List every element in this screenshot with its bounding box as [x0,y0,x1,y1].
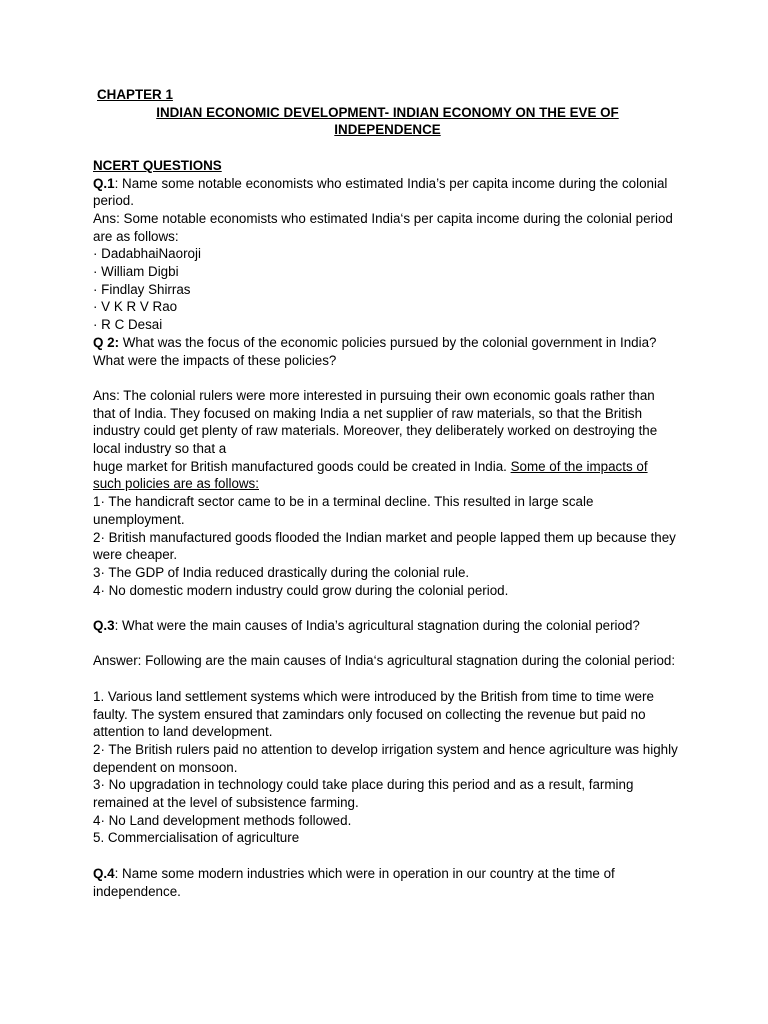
list-item: · DadabhaiNaoroji [93,246,201,262]
list-item: · R C Desai [93,317,163,333]
question-text: : What were the main causes of India’s agricultural stagnation during the colonial period? [114,618,640,634]
list-item: 3· No upgradation in technology could take place during this period and as a result, farming remained at the level of subsistence farming. [93,777,634,811]
spacer [93,670,678,688]
question-label: Q.1 [93,175,115,191]
list-item: · William Digbi [93,264,179,280]
spacer [93,635,678,653]
spacer [93,599,678,617]
list-item: 2· The British rulers paid no attention to develop irrigation system and hence agriculture was highly dependent on monsoon. [93,741,678,775]
question-3 [93,617,678,635]
list-item: 4· No domestic modern industry could grow during the colonial period. [93,582,509,598]
section-heading: NCERT QUESTIONS [93,157,222,173]
list-item: · V K R V Rao [93,299,178,315]
answer-underlined-text: Some of the impacts of such policies are as follows: [93,458,648,492]
answer-text: huge market for British manufactured goods could be created in India. [93,458,511,474]
document-page [93,86,678,900]
list-item: 3· The GDP of India reduced drastically during the colonial rule. [93,564,470,580]
question-text: : Name some modern industries which were in operation in our country at the time of independence. [93,865,615,899]
spacer [93,369,678,387]
list-item: 1· The handicraft sector came to be in a terminal decline. This resulted in large scale unemployment. [93,494,594,527]
question-text: What was the focus of the economic policies pursued by the colonial government in India? What were the impacts of these policies? [93,334,657,368]
question-4 [93,865,678,900]
question-label: Q.4 [93,865,115,881]
answer-2-tail [93,458,678,493]
chapter-heading: CHAPTER 1 [97,87,173,102]
answer-2: Ans: The colonial rulers were more interested in pursuing their own economic goals rather than that of India. They focused on making India a net supplier of raw materials, so that the British industry could get plenty of raw materials. Moreover, they deliberately worked on destroying the local industry so that a [93,387,658,457]
chapter-title: INDIAN ECONOMIC DEVELOPMENT- INDIAN ECONOMY ON THE EVE OF INDEPENDENCE [156,104,619,138]
list-item: 5. Commercialisation of agriculture [93,830,300,846]
list-item: · Findlay Shirras [93,281,191,297]
list-item: 4· No Land development methods followed. [93,812,352,828]
question-1 [93,175,678,210]
question-label: Q.3 [93,618,115,634]
answer-1: Ans: Some notable economists who estimated India‘s per capita income during the colonial period are as follows: [93,210,673,244]
question-text: : Name some notable economists who estimated India’s per capita income during the colonial period. [93,175,668,209]
answer-3: Answer: Following are the main causes of India‘s agricultural stagnation during the colonial period: [93,653,676,669]
spacer [93,139,678,157]
list-item: 2· British manufactured goods flooded the Indian market and people lapped them up because they were cheaper. [93,529,676,563]
question-2 [93,334,678,369]
list-item: 1. Various land settlement systems which were introduced by the British from time to time were faulty. The system ensured that zamindars only focused on collecting the revenue but paid no attention to land development. [93,688,654,740]
question-label: Q 2: [93,334,120,350]
spacer [93,847,678,865]
